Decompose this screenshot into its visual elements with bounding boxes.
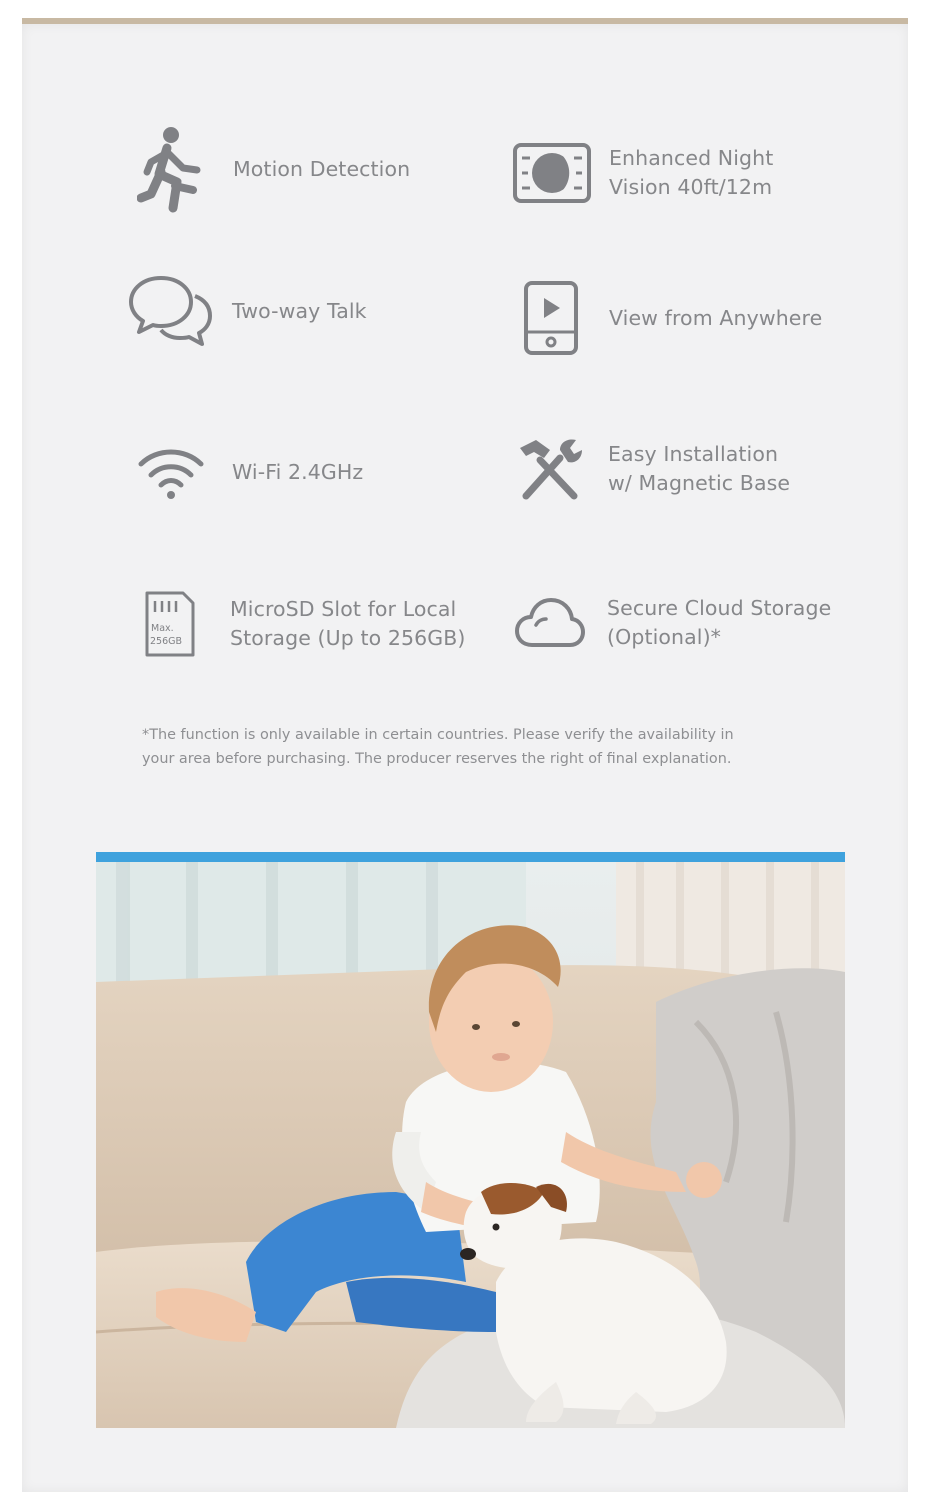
- running-person-icon: [130, 124, 214, 214]
- feature-microsd: [140, 590, 466, 658]
- night-vision-icon: [507, 142, 597, 204]
- microsd-max-text: Max.: [151, 623, 174, 634]
- feature-motion-detection: [130, 124, 410, 214]
- accent-bar: [96, 852, 845, 862]
- feature-label: Two-way Talk: [232, 298, 367, 323]
- feature-label: Secure Cloud Storage (Optional)*: [607, 596, 832, 649]
- microsd-capacity-text: 256GB: [150, 636, 183, 647]
- feature-label: MicroSD Slot for Local Storage (Up to 256GB): [230, 597, 466, 650]
- feature-label: Enhanced Night Vision 40ft/12m: [609, 146, 774, 199]
- feature-easy-installation: [512, 436, 790, 502]
- tools-icon: [512, 436, 588, 502]
- feature-label: View from Anywhere: [609, 305, 823, 330]
- feature-night-vision: [507, 142, 773, 204]
- phone-play-icon: [512, 280, 590, 356]
- microsd-card-icon: [140, 590, 200, 658]
- feature-label: Wi-Fi 2.4GHz: [232, 459, 364, 484]
- feature-view-anywhere: [512, 280, 822, 356]
- feature-wifi: [132, 444, 363, 500]
- lifestyle-photo: [96, 862, 845, 1428]
- feature-two-way-talk: [126, 272, 367, 350]
- chat-bubbles-icon: [126, 272, 214, 350]
- feature-cloud-storage: [512, 594, 831, 652]
- feature-label: Easy Installation w/ Magnetic Base: [608, 442, 791, 495]
- feature-label: Motion Detection: [233, 156, 411, 181]
- cloud-icon: [512, 595, 588, 651]
- disclaimer-text: *The function is only available in certain countries. Please verify the availability in your area before purchasing. The producer reserves the right of final explanation.: [142, 727, 734, 767]
- wifi-icon: [132, 444, 210, 500]
